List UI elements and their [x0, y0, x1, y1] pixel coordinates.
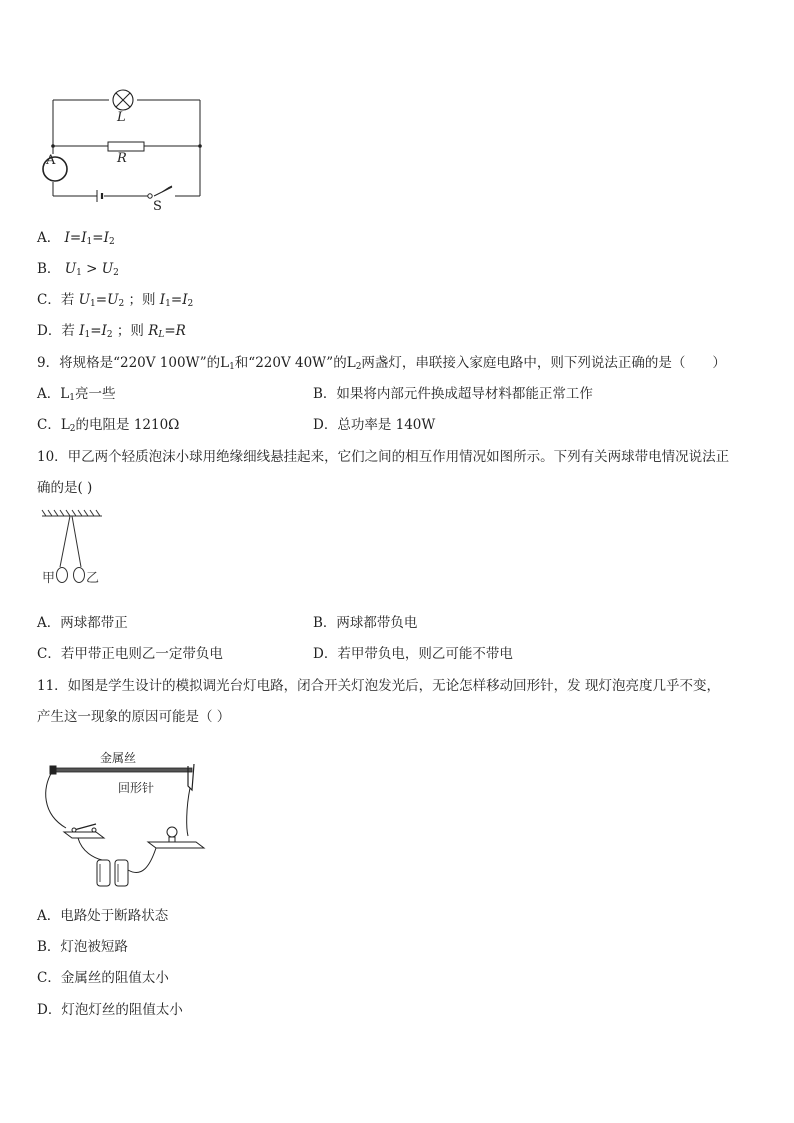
subscript: 1	[76, 268, 82, 278]
lamp-label: L	[117, 110, 126, 125]
symbol: I	[81, 230, 87, 246]
subscript: 2	[108, 237, 115, 247]
subscript: 1	[69, 393, 75, 403]
q11-option-d: D．灯泡灯丝的阻值太小	[37, 1002, 183, 1018]
switch-symbol	[148, 194, 152, 198]
q9-stem	[37, 354, 726, 376]
label-paper-clip: 回形针	[118, 781, 155, 795]
ball-yi	[74, 568, 85, 583]
q11-option-b: B．灯泡被短路	[37, 939, 128, 955]
symbol: I	[182, 292, 188, 308]
subscript: 2	[113, 268, 119, 278]
switch-label: S	[153, 199, 162, 212]
option-prefix: D．	[37, 323, 62, 339]
q8-option-a	[37, 229, 115, 251]
q10-stem-line2: 确的是( )	[37, 480, 93, 496]
subscript: 1	[165, 299, 171, 309]
stem-text: 9．将规格是“220V 100W”的L	[37, 355, 230, 371]
operator: =	[69, 230, 82, 246]
q8-option-b	[37, 260, 119, 282]
q10-option-d: D．若甲带负电，则乙可能不带电	[313, 646, 513, 662]
operator: =	[92, 230, 104, 246]
resistor-symbol	[108, 142, 144, 151]
text: 若	[60, 292, 75, 308]
symbol: I	[64, 230, 70, 246]
symbol: U	[78, 292, 91, 308]
q11-stem-line2: 产生这一现象的原因可能是（ ）	[37, 709, 231, 725]
option-text: 的电阻是 1210Ω	[75, 417, 180, 433]
q9-option-a	[37, 385, 115, 407]
q10-stem-line1: 10．甲乙两个轻质泡沫小球用绝缘细线悬挂起来，它们之间的相互作用情况如图所示。下列有关两球带电情况说法正	[37, 449, 730, 465]
symbol: I	[101, 323, 107, 339]
q9-option-d: D．总功率是 140W	[313, 417, 436, 433]
q10-option-a: A．两球都带正	[37, 615, 128, 631]
operator: >	[86, 261, 98, 277]
option-text: A．L	[37, 386, 70, 402]
text: ；则	[128, 292, 156, 308]
subscript: 1	[229, 362, 235, 372]
operator: =	[170, 292, 183, 308]
text: 若	[61, 323, 75, 339]
subscript: 1	[86, 237, 93, 247]
q11-option-a: A．电路处于断路状态	[37, 908, 169, 924]
operator: =	[95, 292, 108, 308]
q9-option-c	[37, 416, 179, 438]
dimmer-circuit-figure	[38, 748, 216, 894]
symbol: I	[103, 230, 109, 246]
ball-jia	[57, 568, 68, 583]
operator: =	[90, 323, 102, 339]
subscript: 2	[355, 362, 362, 372]
stem-text: 和“220V 40W”的L	[234, 355, 356, 371]
q8-option-d	[37, 322, 186, 344]
subscript: 2	[187, 299, 194, 309]
option-prefix: B．	[37, 261, 61, 277]
symbol: R	[148, 323, 159, 339]
subscript: L	[158, 330, 165, 340]
label-metal-wire: 金属丝	[100, 751, 137, 765]
option-text: C．L	[37, 417, 70, 433]
battery-symbol	[97, 190, 102, 202]
ammeter-label: A	[46, 153, 56, 168]
symbol: I	[159, 292, 166, 308]
symbol: R	[175, 323, 186, 339]
symbol: I	[79, 323, 85, 339]
q10-option-b: B．两球都带负电	[313, 615, 418, 631]
subscript: 2	[69, 424, 76, 434]
q11-stem-line1: 11．如图是学生设计的模拟调光台灯电路，闭合开关灯泡发光后，无论怎样移动回形针，发 现灯泡亮度几乎不变，	[37, 678, 720, 694]
q9-option-b: B．如果将内部元件换成超导材料都能正常工作	[313, 386, 593, 402]
circuit-diagram-figure	[38, 86, 208, 212]
label-yi: 乙	[86, 571, 100, 586]
option-text: 亮一些	[74, 386, 116, 402]
option-prefix: A．	[37, 230, 61, 246]
symbol: U	[107, 292, 119, 308]
subscript: 1	[84, 330, 91, 340]
subscript: 1	[90, 299, 96, 309]
q10-option-c: C．若甲带正电则乙一定带负电	[37, 646, 223, 662]
option-prefix: C．	[37, 292, 61, 308]
text: ；则	[116, 323, 144, 339]
subscript: 2	[106, 330, 113, 340]
subscript: 2	[118, 299, 125, 309]
pith-balls-figure	[38, 508, 110, 594]
symbol: U	[101, 261, 114, 277]
resistor-label: R	[117, 151, 127, 166]
q8-option-c	[37, 291, 193, 313]
operator: =	[164, 323, 176, 339]
stem-text: 两盏灯，串联接入家庭电路中，则下列说法正确的是（ ）	[361, 355, 726, 371]
q11-option-c: C．金属丝的阻值太小	[37, 970, 169, 986]
symbol: U	[64, 261, 77, 277]
label-jia: 甲	[42, 571, 56, 586]
lamp-symbol	[113, 90, 133, 110]
